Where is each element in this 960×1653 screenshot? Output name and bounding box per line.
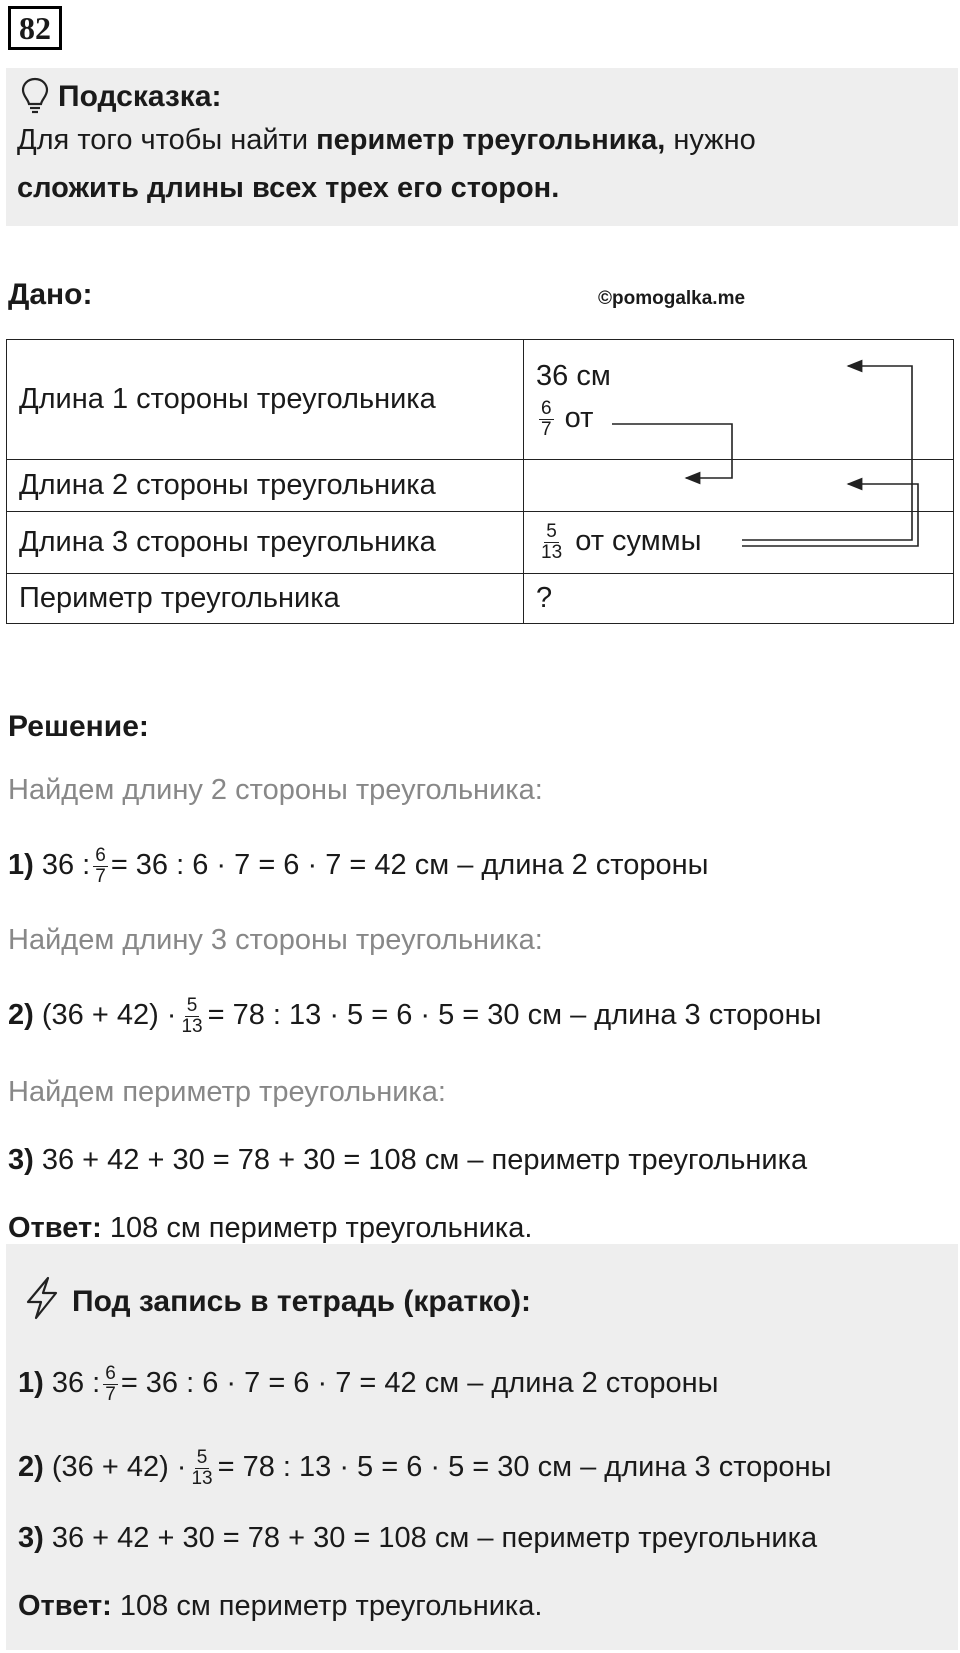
fraction bbox=[103, 1364, 118, 1405]
task-number: 82 bbox=[8, 6, 62, 50]
hint-text-pre: Для того чтобы найти bbox=[17, 124, 317, 156]
fraction-den: 7 bbox=[95, 866, 106, 887]
step-caption: Найдем длину 2 стороны треугольника: bbox=[8, 774, 543, 806]
notebook-step bbox=[18, 1522, 817, 1555]
relation-arrows bbox=[0, 0, 960, 700]
answer-text: 108 см периметр треугольника. bbox=[119, 1590, 543, 1622]
table-cell-label: Длина 3 стороны треугольника bbox=[7, 512, 524, 574]
lightning-icon bbox=[22, 1276, 62, 1320]
fraction-den: 7 bbox=[105, 1384, 116, 1405]
relation-text: от bbox=[564, 401, 594, 434]
step-number: 3) bbox=[8, 1144, 34, 1176]
table-cell-label: Длина 2 стороны треугольника bbox=[7, 460, 524, 512]
step-number: 1) bbox=[8, 849, 34, 882]
table-cell-label: Длина 1 стороны треугольника bbox=[7, 340, 524, 460]
solution-step bbox=[8, 1144, 807, 1177]
notebook-title: Под запись в тетрадь (кратко): bbox=[72, 1285, 532, 1318]
step-pre: (36 + 42) · bbox=[41, 999, 177, 1032]
step-post: = 36 : 6 · 7 = 6 · 7 = 42 см – длина 2 стороны bbox=[120, 1367, 719, 1400]
solution-step bbox=[8, 846, 709, 887]
arrow-side1-to-side2 bbox=[612, 424, 732, 478]
watermark: ©pomogalka.me bbox=[598, 288, 746, 309]
step-caption: Найдем длину 3 стороны треугольника: bbox=[8, 924, 543, 956]
hint-title: Подсказка: bbox=[58, 80, 222, 113]
fraction-num: 5 bbox=[196, 1447, 208, 1468]
notebook-answer bbox=[18, 1590, 542, 1623]
step-number: 2) bbox=[8, 999, 34, 1032]
table-cell-value: ? bbox=[524, 574, 954, 624]
step-number: 1) bbox=[18, 1367, 44, 1400]
fraction-den: 13 bbox=[191, 1468, 213, 1489]
fraction-num: 6 bbox=[105, 1363, 116, 1384]
solution-title: Решение: bbox=[8, 710, 149, 743]
step-pre: (36 + 42) · bbox=[51, 1451, 187, 1484]
fraction-num: 6 bbox=[95, 845, 106, 866]
step-post: = 78 : 13 · 5 = 6 · 5 = 30 см – длина 3 стороны bbox=[207, 999, 822, 1032]
answer-label: Ответ: bbox=[8, 1212, 102, 1244]
fraction-num: 5 bbox=[186, 995, 198, 1016]
table-cell-label: Периметр треугольника bbox=[7, 574, 524, 624]
step-caption: Найдем периметр треугольника: bbox=[8, 1076, 446, 1108]
fraction-den: 7 bbox=[541, 418, 552, 440]
step-number: 3) bbox=[18, 1522, 44, 1554]
fraction-den: 13 bbox=[541, 542, 563, 563]
notebook-step bbox=[18, 1364, 719, 1405]
fraction bbox=[179, 996, 204, 1037]
fraction-den: 13 bbox=[181, 1016, 203, 1037]
solution-step bbox=[8, 996, 821, 1037]
arrow-sum-to-side2 bbox=[742, 484, 918, 546]
fraction bbox=[189, 1448, 214, 1489]
answer bbox=[8, 1212, 532, 1245]
step-pre: 36 : bbox=[41, 849, 91, 882]
hint-text-line2: сложить длины всех трех его сторон. bbox=[17, 172, 560, 204]
hint-text-post: нужно bbox=[665, 124, 756, 156]
arrow-sum-to-side1 bbox=[742, 366, 912, 540]
answer-text: 108 см периметр треугольника. bbox=[109, 1212, 533, 1244]
relation-text: от суммы bbox=[575, 525, 702, 558]
step-pre: 36 : bbox=[51, 1367, 101, 1400]
step-post: = 36 : 6 · 7 = 6 · 7 = 42 см – длина 2 стороны bbox=[110, 849, 709, 882]
fraction-num: 6 bbox=[541, 397, 552, 419]
fraction-num: 5 bbox=[546, 521, 557, 542]
fraction bbox=[93, 846, 108, 887]
step-text: 36 + 42 + 30 = 78 + 30 = 108 см – периметр треугольника bbox=[51, 1522, 818, 1554]
answer-label: Ответ: bbox=[18, 1590, 112, 1622]
given-title: Дано: bbox=[8, 278, 93, 311]
side1-value: 36 см bbox=[536, 359, 611, 392]
notebook-step bbox=[18, 1448, 831, 1489]
step-post: = 78 : 13 · 5 = 6 · 5 = 30 см – длина 3 стороны bbox=[217, 1451, 832, 1484]
hint-text-bold: периметр треугольника, bbox=[316, 124, 666, 156]
step-number: 2) bbox=[18, 1451, 44, 1484]
step-text: 36 + 42 + 30 = 78 + 30 = 108 см – периметр треугольника bbox=[41, 1144, 808, 1176]
